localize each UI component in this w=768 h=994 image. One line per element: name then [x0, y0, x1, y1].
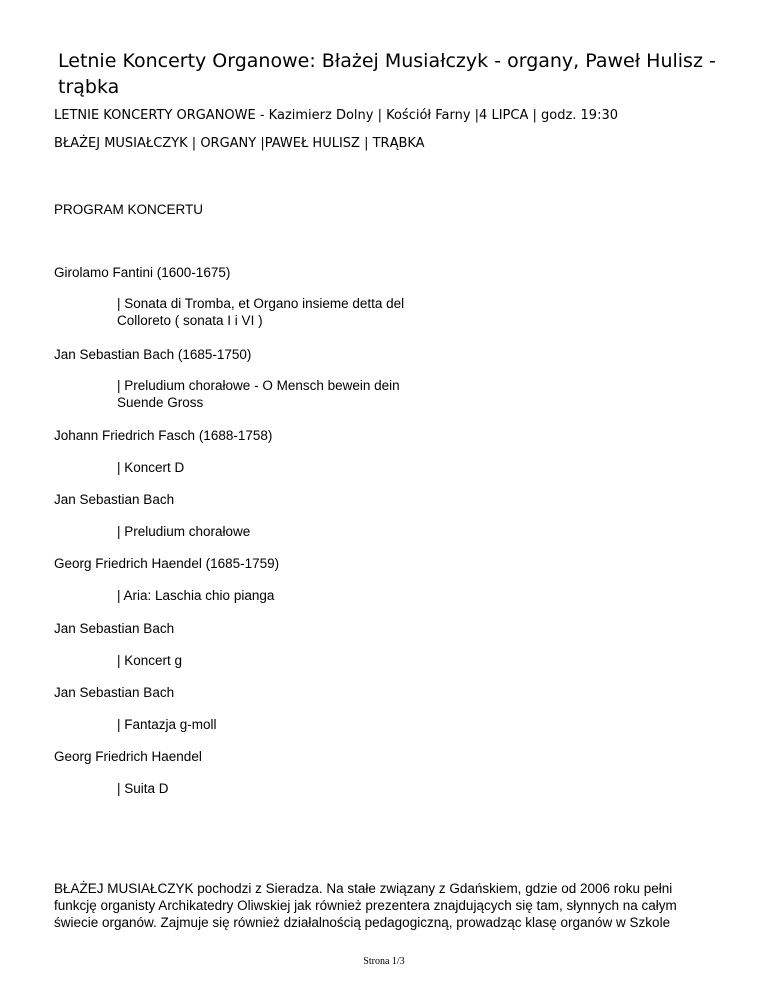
bio-paragraph: BŁAŻEJ MUSIAŁCZYK pochodzi z Sieradza. Na stałe związany z Gdańskiem, gdzie od 2006 roku pełni funkcję organisty Archikatedry Oliwskiej jak również prezentera znajdujących się tam, słynnych na całym świecie organów. Zajmuje się również działalnością pedagogiczną, prowadząc klasę organów w Szkole	[54, 881, 677, 930]
program-composer: Johann Friedrich Fasch (1688-1758)	[54, 428, 273, 443]
performers-line: BŁAŻEJ MUSIAŁCZYK | ORGANY |PAWEŁ HULISZ | TRĄBKA	[54, 136, 425, 151]
program-composer: Jan Sebastian Bach	[54, 685, 175, 700]
program-piece: | Sonata di Tromba, et Organo insieme detta del Colloreto ( sonata I i VI )	[117, 296, 405, 328]
program-composer: Georg Friedrich Haendel	[54, 749, 202, 764]
program-piece: | Preludium chorałowe - O Mensch bewein dein Suende Gross	[117, 378, 400, 410]
program-composer: Girolamo Fantini (1600-1675)	[54, 265, 231, 280]
program-heading: PROGRAM KONCERTU	[54, 202, 204, 217]
program-piece: | Aria: Laschia chio pianga	[117, 588, 275, 603]
program-composer: Jan Sebastian Bach	[54, 492, 175, 507]
event-info-line: LETNIE KONCERTY ORGANOWE - Kazimierz Dolny | Kościół Farny |4 LIPCA | godz. 19:30	[54, 108, 619, 123]
program-composer: Jan Sebastian Bach	[54, 621, 175, 636]
program-composer: Georg Friedrich Haendel (1685-1759)	[54, 556, 280, 571]
page-number: Strona 1/3	[363, 956, 405, 967]
program-piece: | Suita D	[117, 781, 169, 796]
program-composer: Jan Sebastian Bach (1685-1750)	[54, 347, 252, 362]
program-piece: | Koncert g	[117, 653, 183, 668]
program-piece: | Fantazja g-moll	[117, 717, 217, 732]
page-title: Letnie Koncerty Organowe: Błażej Musiałczyk - organy, Paweł Hulisz - trąbka	[58, 50, 716, 98]
program-piece: | Preludium chorałowe	[117, 524, 251, 539]
program-piece: | Koncert D	[117, 460, 185, 475]
